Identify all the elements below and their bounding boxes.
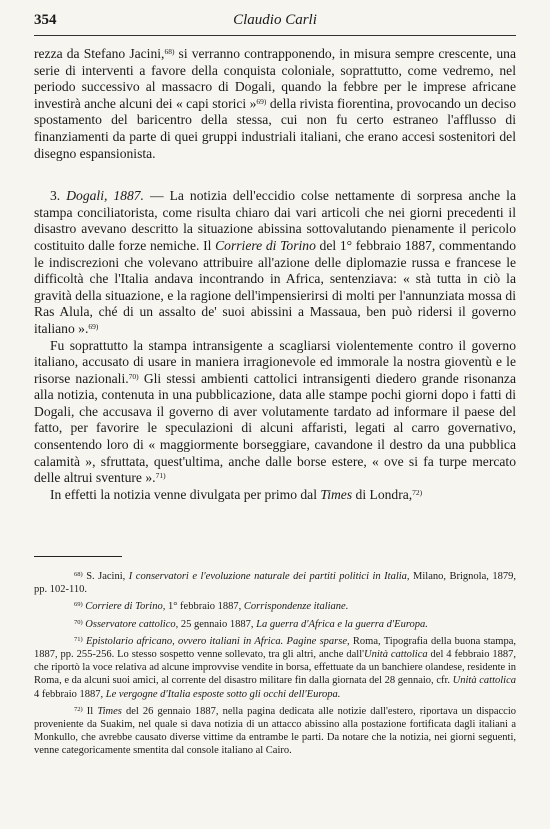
footnote-rule bbox=[34, 556, 122, 557]
footnote-ref: 70) bbox=[128, 371, 139, 381]
footnote-ref: 68) bbox=[164, 47, 175, 56]
newspaper-name: Corriere di Torino bbox=[215, 237, 316, 253]
section-gap bbox=[34, 162, 516, 188]
page-header bbox=[34, 10, 516, 36]
page-number: 354 bbox=[34, 12, 57, 28]
newspaper-name: Times bbox=[320, 486, 353, 502]
footnote-72: $^{72)}$ Il Times del 26 gennaio 1887, nella pagina dedicata alle notizie dall'estero, riportava un dispaccio proveniente da Suakim, nel quale si dava notizia di un attacco abissino alla postazione fortificata dagli italiani a Monkullo, che avrebbe causato diverse vittime da entrambe le parti. Da notare che la notizia, nei giorni seguenti, venne categoricamente smentita dal console italiano al Cairo. bbox=[34, 705, 517, 757]
footnote-69: $^{69)}$ Corriere di Torino, 1° febbraio 1887, Corrispondenze italiane. bbox=[74, 601, 349, 613]
footnotes bbox=[34, 570, 516, 758]
section-3-paragraph: 3. Dogali, 1887. — La notizia dell'eccidio colse nettamente di sorpresa anche la stampa conciliatorista, come risulta chiaro dai vari articoli che nei giorni precedenti il disastro avevano descritto la situazione abissina sottovalutando pienamente il pericolo costituito dalle forze nemiche. Il Corriere di Torino del 1° febbraio 1887, commentando le indiscrezioni che volevano attribuire all'azione delle diplomazie russa e francese le difficoltà che l'Italia andava incontrando in Africa, sentenziava: « stà tutta in ciò la gravità della situazione, e la ragione dell'impensierirsi di molti per l'annunziata mossa di Ras Alula, ché di un assalto de' suoi abissini a Massaua, ben può ridersi il governo italiano ».$^{69)}$ bbox=[34, 188, 516, 336]
footnote-ref: 69) bbox=[88, 321, 99, 331]
footnote-ref: 71) bbox=[155, 471, 166, 481]
section-title: Dogali, 1887. bbox=[66, 188, 144, 204]
footnote-71: $^{71)}$ Epistolario africano, ovvero italiani in Africa. Pagine sparse, Roma, Tipografia della buona stampa, 1887, pp. 255-256. Lo stesso sospetto venne sollevato, tra gli altri, anche dall'Unità cattolica del 4 febbraio 1887, che riportò la voce relativa ad alcune improvvise vendite in borsa, effettuate da un banchiere olandese, residente in Roma, e da alcuni suoi amici, al corrente del disastro militare fin dalla giornata del 28 gennaio, cfr. Unità cattolica 4 febbraio 1887, Le vergogne d'Italia esposte sotto gli occhi dell'Europa. bbox=[34, 635, 516, 700]
main-text bbox=[34, 46, 516, 503]
paragraph-1: rezza da Stefano Jacini,$^{68)}$ si verranno contrapponendo, in misura sempre crescente, una serie di interventi a favore della conquista coloniale, soprattutto, come vedremo, nel periodo successivo al massacro di Dogali, quando la febbre per le imprese africane investirà anche alcuni dei « capi storici »$^{69)}$ della rivista fiorentina, provocando un deciso spostamento del baricentro della stessa, cui non fu certo estraneo l'afflusso di finanziamenti da parte di quei gruppi industriali italiani, che erano accesi sostenitori del disegno espansionista. bbox=[34, 46, 516, 161]
footnote-ref: 72) bbox=[412, 487, 423, 497]
paragraph-3: Fu soprattutto la stampa intransigente a scagliarsi violentemente contro il governo italiano, accusato di usare in maniera irragionevole ed immorale la nostra gioventù e le risorse nazionali.$^{70)}$ Gli stessi ambienti cattolici intransigenti diedero grande risonanza alla notizia, contenuta in una pubblicazione, data alle stampe pochi giorni dopo i fatti di Dogali, che accusava il governo di aver volutamente tardato ad informare il paese del fatto, per favorire le speculazioni di alcuni affaristi, legati al carro governativo, consentendo loro di « maggiormente borseggiare, cavandone il destro da una pubblica calamità », sfruttata, quest'ultima, anche dalle borse estere, « ove si fa turpe mercato delle altrui sventure ».$^{71)}$ bbox=[34, 337, 516, 486]
running-title: Claudio Carli bbox=[233, 12, 317, 28]
footnote-68: $^{68)}$ S. Jacini, I conservatori e l'evoluzione naturale dei partiti politici in Italia, Milano, Brignola, 1879, pp. 102-110. bbox=[34, 571, 517, 596]
header-rule bbox=[34, 35, 516, 36]
paragraph-4: In effetti la notizia venne divulgata per primo dal Times di Londra,$^{72)}$ bbox=[50, 486, 423, 502]
footnote-70: $^{70)}$ Osservatore cattolico, 25 gennaio 1887, La guerra d'Africa e la guerra d'Europa. bbox=[74, 618, 428, 630]
footnote-ref: 69) bbox=[256, 96, 267, 106]
